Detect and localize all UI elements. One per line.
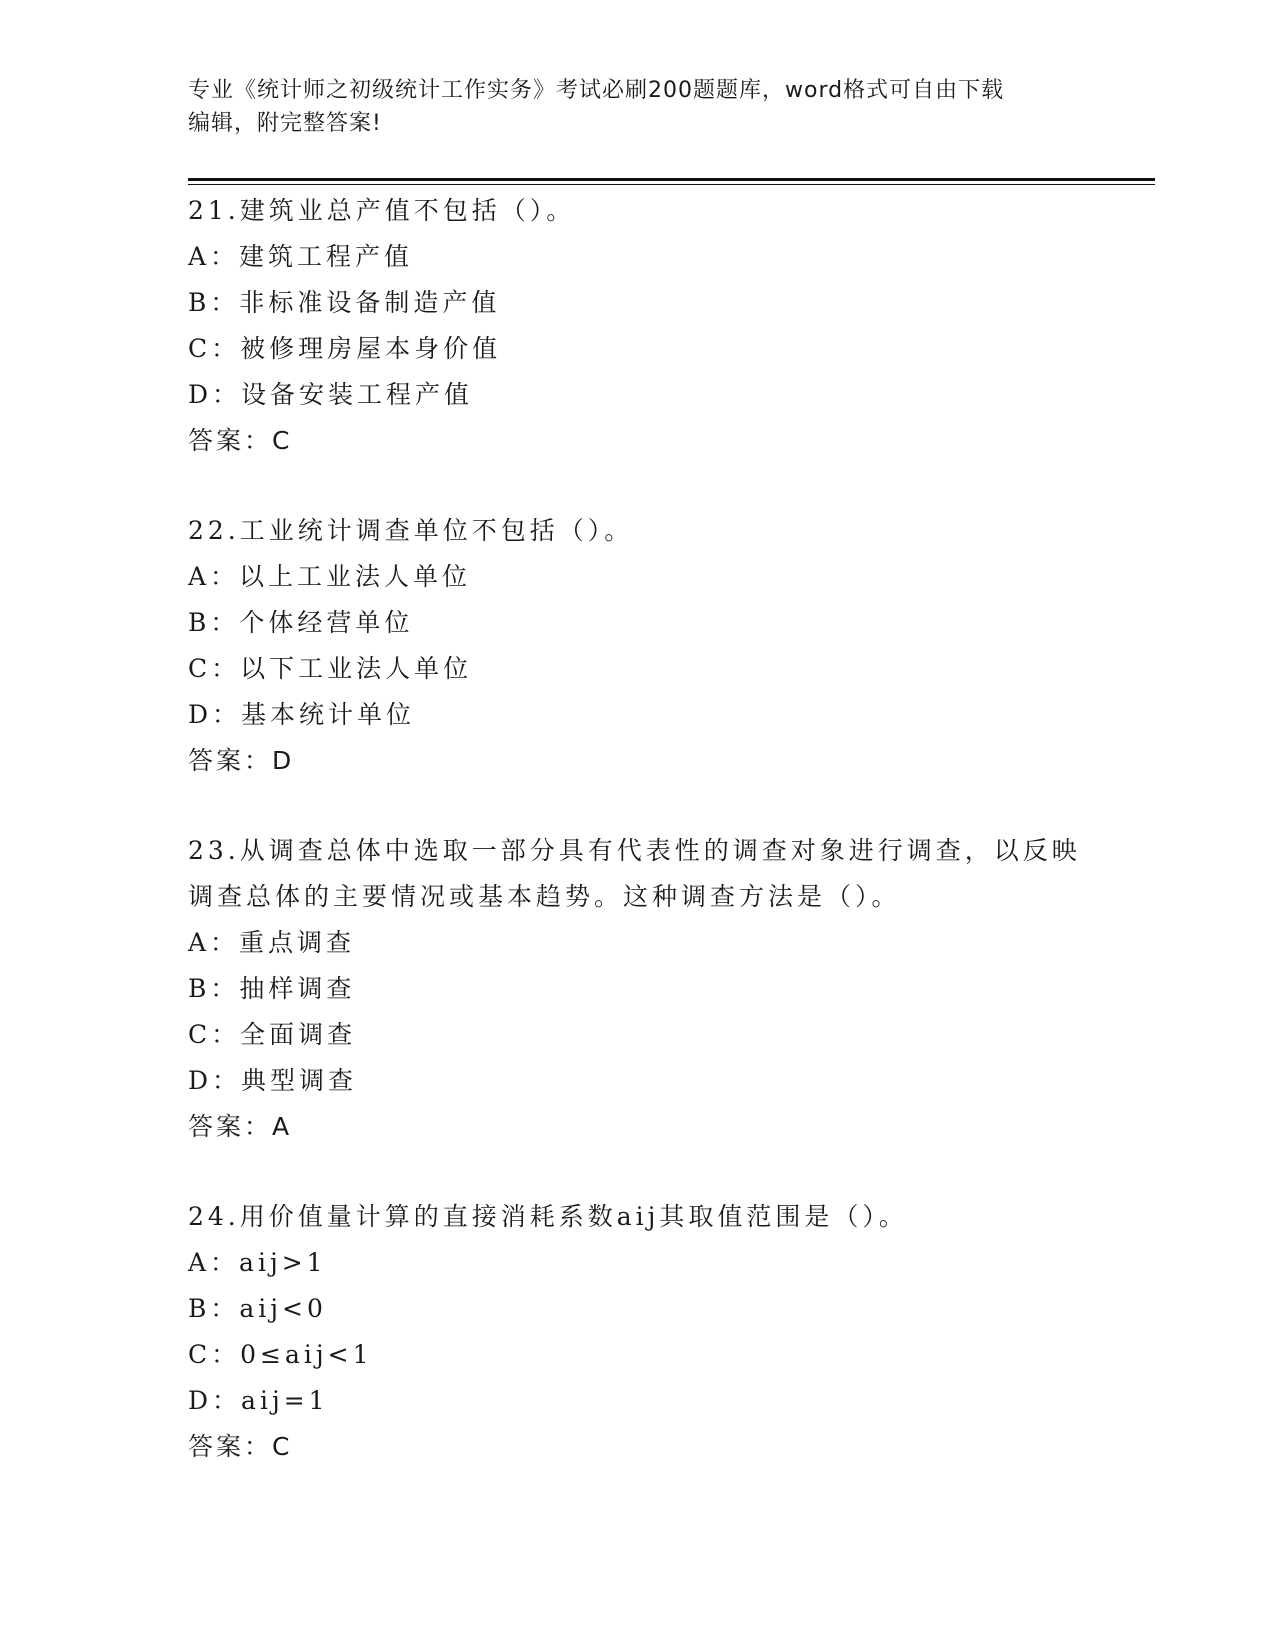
answer-label: 答案：A (188, 1112, 293, 1141)
question-block (188, 828, 1088, 1150)
option-c: C：全面调查 (188, 1020, 357, 1049)
option-b: B：aij<0 (188, 1294, 327, 1323)
option-c: C：被修理房屋本身价值 (188, 334, 502, 363)
question-stem: 22.工业统计调查单位不包括（）。 (188, 516, 634, 545)
header-line-1: 专业《统计师之初级统计工作实务》考试必刷200题题库，word格式可自由下载 (188, 78, 1005, 103)
question-block (188, 188, 1088, 464)
question-block (188, 1194, 1088, 1470)
option-d: D：基本统计单位 (188, 700, 416, 729)
option-a: A：重点调查 (188, 928, 356, 957)
answer-label: 答案：C (188, 426, 293, 455)
option-b: B：抽样调查 (188, 974, 356, 1003)
option-b: B：非标准设备制造产值 (188, 288, 501, 317)
question-stem: 21.建筑业总产值不包括（）。 (188, 196, 576, 225)
option-a: A：aij>1 (188, 1248, 327, 1277)
question-stem-continued: 调查总体的主要情况或基本趋势。这种调查方法是（）。 (188, 882, 901, 911)
option-b: B：个体经营单位 (188, 608, 414, 637)
header-line-2: 编辑，附完整答案! (188, 111, 382, 136)
header-rule-thin (188, 184, 1155, 185)
question-block (188, 508, 1088, 784)
answer-label: 答案：C (188, 1432, 293, 1461)
option-d: D：aij=1 (188, 1386, 329, 1415)
option-d: D：设备安装工程产值 (188, 380, 474, 409)
header-rule-thick (188, 178, 1155, 181)
option-a: A：以上工业法人单位 (188, 562, 472, 591)
question-stem: 23.从调查总体中选取一部分具有代表性的调查对象进行调查，以反映 (188, 836, 1081, 865)
document-header (188, 74, 1078, 140)
option-c: C：以下工业法人单位 (188, 654, 473, 683)
option-a: A：建筑工程产值 (188, 242, 414, 271)
option-d: D：典型调查 (188, 1066, 358, 1095)
option-c: C：0≤aij<1 (188, 1340, 373, 1369)
question-stem: 24.用价值量计算的直接消耗系数aij其取值范围是（）。 (188, 1202, 908, 1231)
answer-label: 答案：D (188, 746, 295, 775)
